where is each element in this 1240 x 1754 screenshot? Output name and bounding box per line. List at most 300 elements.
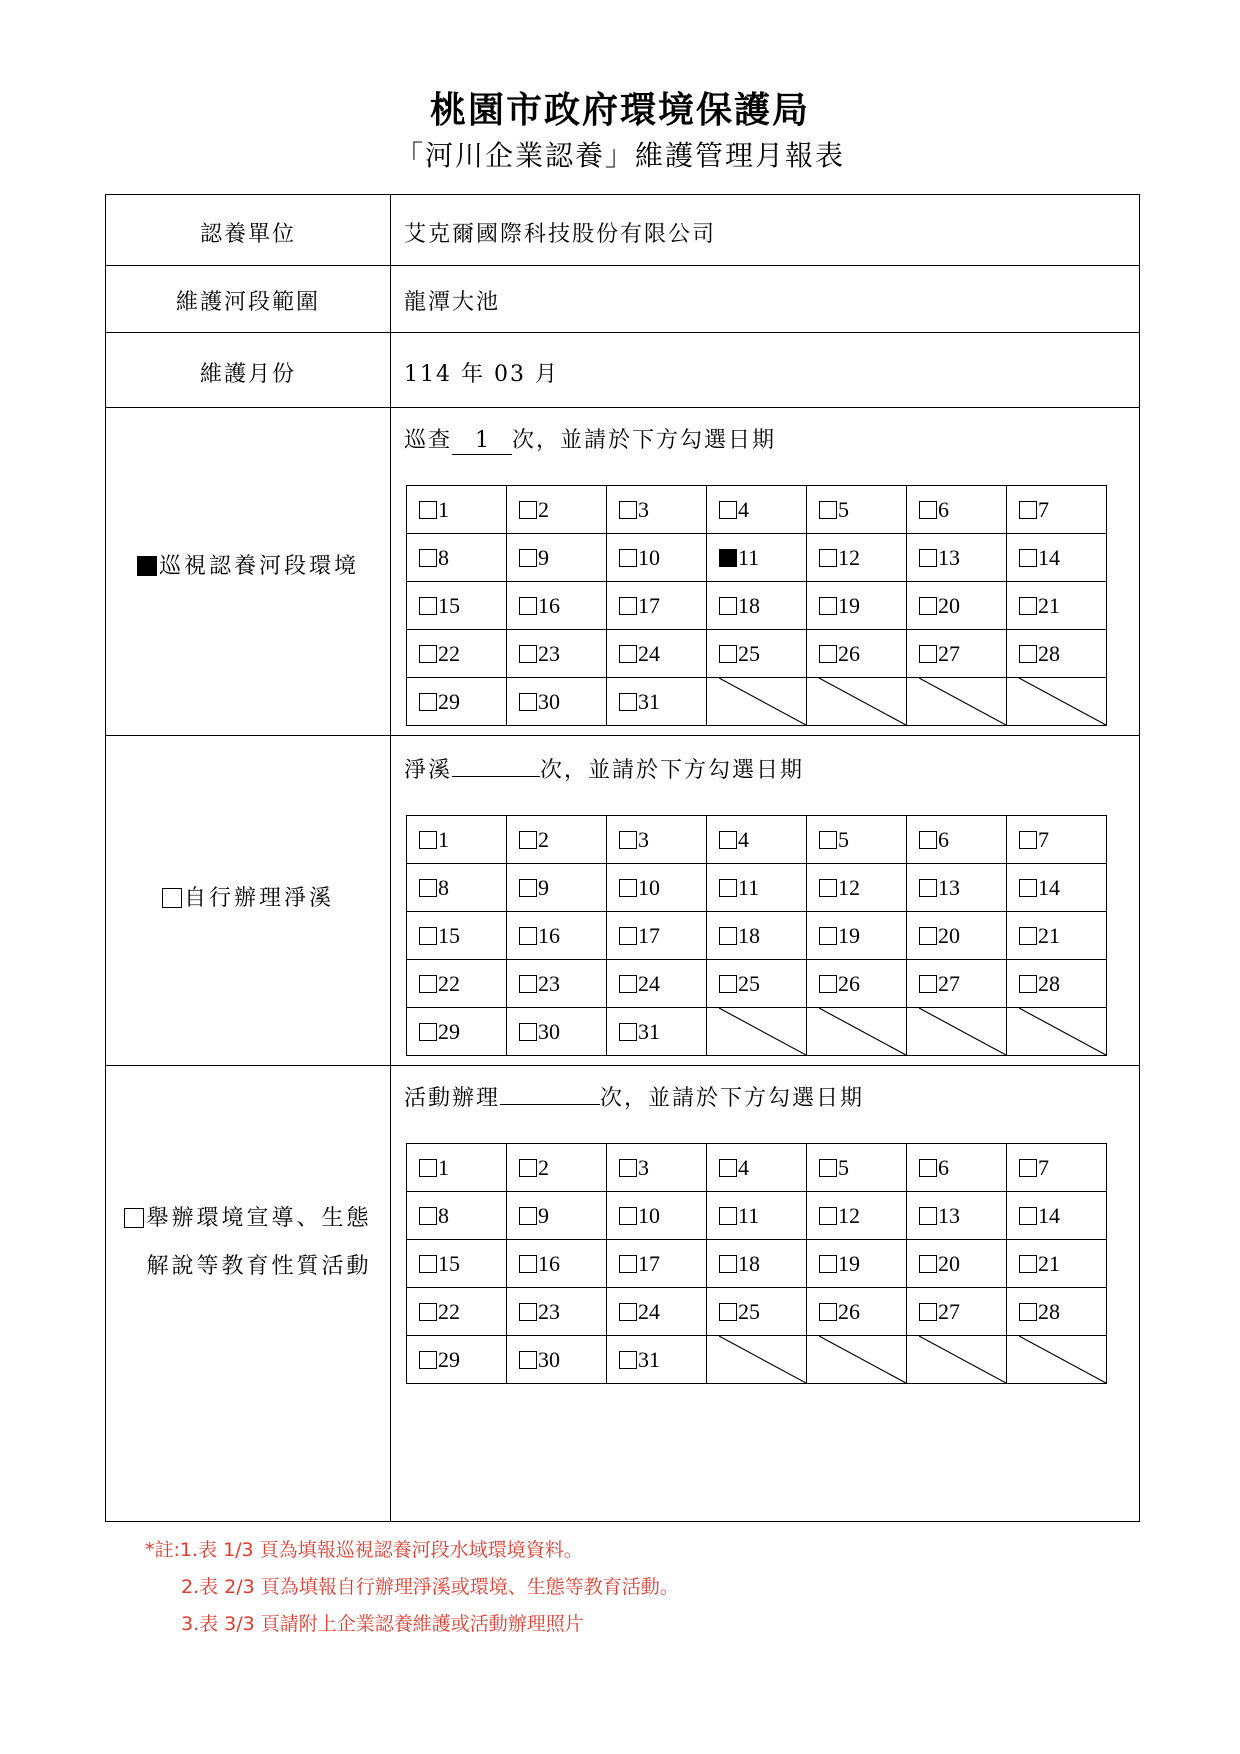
date-number: 22 [438, 640, 460, 666]
date-number: 4 [738, 826, 749, 852]
date-cell[interactable] [907, 864, 1007, 912]
date-number: 23 [538, 640, 560, 666]
date-cell[interactable] [707, 582, 807, 630]
date-cell[interactable] [807, 1288, 907, 1336]
date-number: 13 [938, 1202, 960, 1228]
date-checkbox[interactable] [619, 693, 637, 711]
unit-value[interactable]: 艾克爾國際科技股份有限公司 [404, 222, 717, 247]
date-row [407, 864, 1107, 912]
date-checkbox[interactable] [619, 549, 637, 567]
date-checkbox[interactable] [819, 645, 837, 663]
date-number: 3 [638, 826, 649, 852]
date-cell[interactable] [807, 486, 907, 534]
date-cell[interactable] [807, 912, 907, 960]
date-cell[interactable] [407, 1144, 507, 1192]
date-checkbox[interactable] [419, 1207, 437, 1225]
range-value[interactable]: 龍潭大池 [404, 290, 501, 315]
date-number: 12 [838, 874, 860, 900]
cleanup-date-grid [406, 815, 1107, 1056]
date-checkbox[interactable] [619, 597, 637, 615]
date-row [407, 1336, 1107, 1384]
date-checkbox[interactable] [619, 501, 637, 519]
date-cell[interactable] [407, 534, 507, 582]
date-cell[interactable] [507, 912, 607, 960]
date-checkbox[interactable] [919, 645, 937, 663]
empty-cell [907, 1008, 1007, 1056]
date-row [407, 534, 1107, 582]
date-checkbox[interactable] [519, 1207, 537, 1225]
date-row [407, 486, 1107, 534]
date-row [407, 1240, 1107, 1288]
date-checkbox[interactable] [419, 1351, 437, 1369]
empty-cell [707, 678, 807, 726]
patrol-date-grid [406, 485, 1107, 726]
date-cell[interactable] [907, 960, 1007, 1008]
date-cell[interactable] [507, 1336, 607, 1384]
date-number: 21 [1038, 922, 1060, 948]
date-checkbox[interactable] [419, 831, 437, 849]
date-number: 5 [838, 1154, 849, 1180]
date-cell[interactable] [907, 486, 1007, 534]
date-cell[interactable] [1007, 1192, 1107, 1240]
date-cell[interactable] [907, 1192, 1007, 1240]
date-checkbox[interactable] [919, 1255, 937, 1273]
date-cell[interactable] [807, 960, 907, 1008]
empty-cell [907, 678, 1007, 726]
date-number: 7 [1038, 496, 1049, 522]
date-cell[interactable] [907, 912, 1007, 960]
date-checkbox[interactable] [819, 879, 837, 897]
date-cell[interactable] [907, 816, 1007, 864]
date-cell[interactable] [707, 630, 807, 678]
date-cell[interactable] [1007, 630, 1107, 678]
date-checkbox[interactable] [919, 501, 937, 519]
date-cell[interactable] [1007, 912, 1107, 960]
empty-cell [707, 1336, 807, 1384]
date-cell[interactable] [707, 1240, 807, 1288]
date-number: 8 [438, 1202, 449, 1228]
date-checkbox[interactable] [519, 645, 537, 663]
date-cell[interactable] [407, 1336, 507, 1384]
date-checkbox[interactable] [919, 879, 937, 897]
date-cell[interactable] [607, 582, 707, 630]
date-number: 18 [738, 592, 760, 618]
date-checkbox[interactable] [619, 1351, 637, 1369]
date-checkbox[interactable] [1019, 927, 1037, 945]
cleanup-count-input[interactable] [452, 776, 540, 777]
date-checkbox[interactable] [819, 1303, 837, 1321]
date-checkbox[interactable] [619, 1207, 637, 1225]
date-cell[interactable] [607, 960, 707, 1008]
date-number: 24 [638, 1298, 660, 1324]
date-cell[interactable] [607, 1144, 707, 1192]
date-checkbox[interactable] [519, 501, 537, 519]
date-checkbox[interactable] [719, 645, 737, 663]
date-cell[interactable] [407, 816, 507, 864]
date-cell[interactable] [1007, 1144, 1107, 1192]
date-number: 16 [538, 1250, 560, 1276]
date-checkbox[interactable] [419, 597, 437, 615]
date-cell[interactable] [607, 630, 707, 678]
diagonal-slash [819, 1336, 906, 1383]
date-number: 24 [638, 640, 660, 666]
note-line: 2.表 2/3 頁為填報自行辦理淨溪或環境、生態等教育活動。 [181, 1576, 679, 1598]
date-cell[interactable] [1007, 864, 1107, 912]
empty-cell [1007, 1008, 1107, 1056]
date-cell[interactable] [807, 1144, 907, 1192]
date-checkbox[interactable] [519, 927, 537, 945]
date-checkbox[interactable] [819, 1159, 837, 1177]
date-number: 14 [1038, 874, 1060, 900]
date-number: 3 [638, 1154, 649, 1180]
date-number: 31 [638, 1018, 660, 1044]
date-cell[interactable] [507, 1240, 607, 1288]
date-checkbox[interactable] [1019, 501, 1037, 519]
date-cell[interactable] [407, 630, 507, 678]
date-checkbox[interactable] [819, 501, 837, 519]
column-divider [390, 195, 391, 1521]
date-checkbox[interactable] [819, 975, 837, 993]
date-number: 19 [838, 922, 860, 948]
date-checkbox[interactable] [1019, 1255, 1037, 1273]
date-checkbox[interactable] [919, 1207, 937, 1225]
date-checkbox[interactable] [1019, 831, 1037, 849]
date-cell[interactable] [707, 1192, 807, 1240]
date-number: 27 [938, 1298, 960, 1324]
date-cell[interactable] [407, 678, 507, 726]
date-number: 28 [1038, 1298, 1060, 1324]
date-cell[interactable] [707, 816, 807, 864]
date-cell[interactable] [507, 816, 607, 864]
date-checkbox[interactable] [419, 1023, 437, 1041]
date-checkbox[interactable] [619, 1303, 637, 1321]
patrol-count-input[interactable]: 1 [452, 428, 512, 455]
form-subtitle: 「河川企業認養」維護管理月報表 [394, 139, 845, 172]
date-cell[interactable] [1007, 582, 1107, 630]
date-row [407, 1008, 1107, 1056]
date-cell[interactable] [507, 864, 607, 912]
date-cell[interactable] [807, 630, 907, 678]
date-number: 9 [538, 874, 549, 900]
date-number: 20 [938, 592, 960, 618]
date-number: 24 [638, 970, 660, 996]
date-checkbox[interactable] [619, 1023, 637, 1041]
date-number: 8 [438, 874, 449, 900]
date-checkbox[interactable] [619, 1255, 637, 1273]
date-number: 25 [738, 640, 760, 666]
date-cell[interactable] [507, 1192, 607, 1240]
date-cell[interactable] [607, 534, 707, 582]
date-checkbox[interactable] [619, 879, 637, 897]
date-checkbox[interactable] [919, 1159, 937, 1177]
date-checkbox[interactable] [419, 501, 437, 519]
cleanup-count-line: 淨溪 次，並請於下方勾選日期 [404, 758, 805, 783]
date-checkbox[interactable] [719, 975, 737, 993]
date-number: 25 [738, 1298, 760, 1324]
date-cell[interactable] [607, 816, 707, 864]
section-education-label[interactable]: 舉辦環境宣導、生態 解說等教育性質活動 [106, 1195, 390, 1291]
date-number: 21 [1038, 1250, 1060, 1276]
date-number: 16 [538, 592, 560, 618]
date-number: 15 [438, 1250, 460, 1276]
date-checkbox[interactable] [419, 975, 437, 993]
date-checkbox[interactable] [919, 831, 937, 849]
date-cell[interactable] [907, 534, 1007, 582]
date-number: 2 [538, 496, 549, 522]
date-cell[interactable] [907, 1288, 1007, 1336]
date-checkbox[interactable] [719, 1255, 737, 1273]
date-number: 23 [538, 970, 560, 996]
date-cell[interactable] [607, 1288, 707, 1336]
date-checkbox[interactable] [819, 549, 837, 567]
date-checkbox[interactable] [519, 1023, 537, 1041]
date-number: 19 [838, 592, 860, 618]
date-cell[interactable] [907, 582, 1007, 630]
section-checkbox[interactable] [137, 556, 157, 576]
date-checkbox[interactable] [919, 549, 937, 567]
date-number: 11 [738, 544, 760, 570]
date-checkbox[interactable] [719, 597, 737, 615]
date-number: 18 [738, 922, 760, 948]
date-cell[interactable] [407, 582, 507, 630]
empty-cell [807, 678, 907, 726]
footnotes [145, 1532, 679, 1643]
date-number: 12 [838, 544, 860, 570]
date-checkbox[interactable] [1019, 1159, 1037, 1177]
empty-cell [707, 1008, 807, 1056]
date-cell[interactable] [1007, 960, 1107, 1008]
month-label: 維護月份 [199, 362, 296, 387]
date-cell[interactable] [807, 582, 907, 630]
date-cell[interactable] [607, 864, 707, 912]
date-cell[interactable] [807, 816, 907, 864]
date-checkbox[interactable] [519, 879, 537, 897]
date-checkbox[interactable] [519, 1255, 537, 1273]
date-checkbox[interactable] [1019, 597, 1037, 615]
date-number: 7 [1038, 1154, 1049, 1180]
date-cell[interactable] [407, 1240, 507, 1288]
date-checkbox[interactable] [719, 831, 737, 849]
date-cell[interactable] [607, 678, 707, 726]
date-checkbox[interactable] [419, 879, 437, 897]
date-cell[interactable] [1007, 1288, 1107, 1336]
diagonal-slash [919, 678, 1006, 725]
date-checkbox[interactable] [519, 597, 537, 615]
date-cell[interactable] [507, 534, 607, 582]
date-checkbox[interactable] [519, 831, 537, 849]
date-cell[interactable] [407, 960, 507, 1008]
date-cell[interactable] [1007, 534, 1107, 582]
date-checkbox[interactable] [819, 927, 837, 945]
date-cell[interactable] [707, 486, 807, 534]
date-cell[interactable] [707, 534, 807, 582]
date-cell[interactable] [607, 486, 707, 534]
date-checkbox[interactable] [419, 1159, 437, 1177]
date-cell[interactable] [807, 1192, 907, 1240]
row-divider [106, 1065, 1139, 1066]
date-checkbox[interactable] [719, 1207, 737, 1225]
date-checkbox[interactable] [1019, 975, 1037, 993]
date-number: 1 [438, 496, 449, 522]
date-number: 1 [438, 826, 449, 852]
date-checkbox[interactable] [919, 597, 937, 615]
date-checkbox[interactable] [919, 1303, 937, 1321]
date-cell[interactable] [407, 1192, 507, 1240]
date-cell[interactable] [407, 486, 507, 534]
date-checkbox[interactable] [619, 975, 637, 993]
diagonal-slash [819, 678, 906, 725]
date-number: 26 [838, 970, 860, 996]
date-cell[interactable] [607, 1008, 707, 1056]
date-cell[interactable] [1007, 486, 1107, 534]
date-cell[interactable] [507, 1288, 607, 1336]
date-checkbox[interactable] [419, 1255, 437, 1273]
date-checkbox[interactable] [919, 927, 937, 945]
date-cell[interactable] [807, 864, 907, 912]
date-checkbox[interactable] [419, 1303, 437, 1321]
date-checkbox[interactable] [519, 1351, 537, 1369]
date-cell[interactable] [507, 1008, 607, 1056]
education-date-grid [406, 1143, 1107, 1384]
date-checkbox[interactable] [519, 549, 537, 567]
date-cell[interactable] [607, 1240, 707, 1288]
date-checkbox[interactable] [619, 1159, 637, 1177]
date-cell[interactable] [707, 1144, 807, 1192]
date-checkbox[interactable] [719, 879, 737, 897]
diagonal-slash [1019, 1336, 1106, 1383]
date-cell[interactable] [607, 1336, 707, 1384]
date-cell[interactable] [707, 912, 807, 960]
date-cell[interactable] [907, 630, 1007, 678]
range-label: 維護河段範圍 [175, 290, 320, 315]
date-number: 17 [638, 592, 660, 618]
date-number: 5 [838, 496, 849, 522]
date-row [407, 1192, 1107, 1240]
section-checkbox[interactable] [162, 888, 182, 908]
section-patrol-label[interactable]: 巡視認養河段環境 [106, 543, 390, 591]
date-cell[interactable] [507, 960, 607, 1008]
date-number: 20 [938, 1250, 960, 1276]
date-cell[interactable] [907, 1144, 1007, 1192]
date-row [407, 960, 1107, 1008]
date-number: 27 [938, 970, 960, 996]
date-number: 10 [638, 544, 660, 570]
empty-cell [1007, 1336, 1107, 1384]
date-number: 31 [638, 688, 660, 714]
date-checkbox[interactable] [819, 597, 837, 615]
education-count-line: 活動辦理 次，並請於下方勾選日期 [404, 1086, 865, 1111]
date-checkbox[interactable] [519, 693, 537, 711]
date-cell[interactable] [507, 678, 607, 726]
date-checkbox[interactable] [419, 645, 437, 663]
education-count-input[interactable] [500, 1104, 600, 1105]
date-number: 10 [638, 1202, 660, 1228]
date-cell[interactable] [1007, 1240, 1107, 1288]
date-cell[interactable] [607, 912, 707, 960]
date-checkbox[interactable] [919, 975, 937, 993]
date-cell[interactable] [507, 582, 607, 630]
date-checkbox[interactable] [1019, 1207, 1037, 1225]
date-checkbox[interactable] [719, 927, 737, 945]
row-divider [106, 407, 1139, 408]
date-cell[interactable] [507, 486, 607, 534]
date-cell[interactable] [407, 864, 507, 912]
date-cell[interactable] [707, 1288, 807, 1336]
date-row [407, 678, 1107, 726]
date-checkbox[interactable] [519, 975, 537, 993]
date-number: 4 [738, 496, 749, 522]
note-line: *註:1.表 1/3 頁為填報巡視認養河段水域環境資料。 [145, 1539, 583, 1561]
section-cleanup-label[interactable]: 自行辦理淨溪 [106, 875, 390, 923]
date-checkbox[interactable] [419, 927, 437, 945]
diagonal-slash [1019, 1008, 1106, 1055]
date-number: 2 [538, 826, 549, 852]
date-cell[interactable] [407, 912, 507, 960]
patrol-count-line: 巡查 1 次，並請於下方勾選日期 [404, 428, 777, 453]
date-checkbox[interactable] [719, 1303, 737, 1321]
date-checkbox[interactable] [1019, 1303, 1037, 1321]
date-number: 29 [438, 688, 460, 714]
date-number: 31 [638, 1346, 660, 1372]
date-number: 22 [438, 1298, 460, 1324]
date-cell[interactable] [407, 1288, 507, 1336]
date-number: 3 [638, 496, 649, 522]
date-number: 6 [938, 1154, 949, 1180]
date-cell[interactable] [907, 1240, 1007, 1288]
date-checkbox[interactable] [1019, 879, 1037, 897]
date-checkbox[interactable] [1019, 645, 1037, 663]
date-checkbox[interactable] [619, 831, 637, 849]
date-checkbox[interactable] [719, 549, 737, 567]
date-cell[interactable] [807, 1240, 907, 1288]
date-number: 20 [938, 922, 960, 948]
date-cell[interactable] [607, 1192, 707, 1240]
date-cell[interactable] [507, 630, 607, 678]
date-cell[interactable] [707, 960, 807, 1008]
date-checkbox[interactable] [619, 927, 637, 945]
date-cell[interactable] [507, 1144, 607, 1192]
date-row [407, 582, 1107, 630]
section-checkbox[interactable] [124, 1208, 144, 1228]
date-checkbox[interactable] [719, 501, 737, 519]
unit-label: 認養單位 [199, 222, 296, 247]
date-checkbox[interactable] [419, 693, 437, 711]
diagonal-slash [719, 1336, 806, 1383]
date-number: 29 [438, 1018, 460, 1044]
date-cell[interactable] [407, 1008, 507, 1056]
note-line: 3.表 3/3 頁請附上企業認養維護或活動辦理照片 [181, 1613, 584, 1635]
date-checkbox[interactable] [1019, 549, 1037, 567]
date-checkbox[interactable] [719, 1159, 737, 1177]
date-row [407, 1288, 1107, 1336]
date-checkbox[interactable] [519, 1303, 537, 1321]
date-checkbox[interactable] [819, 1255, 837, 1273]
date-row [407, 630, 1107, 678]
month-value[interactable]: 114 年 03 月 [404, 362, 559, 387]
date-checkbox[interactable] [819, 1207, 837, 1225]
date-checkbox[interactable] [819, 831, 837, 849]
diagonal-slash [919, 1008, 1006, 1055]
date-cell[interactable] [807, 534, 907, 582]
date-cell[interactable] [707, 864, 807, 912]
date-checkbox[interactable] [619, 645, 637, 663]
date-number: 2 [538, 1154, 549, 1180]
date-checkbox[interactable] [419, 549, 437, 567]
date-checkbox[interactable] [519, 1159, 537, 1177]
date-number: 26 [838, 640, 860, 666]
date-cell[interactable] [1007, 816, 1107, 864]
date-number: 30 [538, 688, 560, 714]
